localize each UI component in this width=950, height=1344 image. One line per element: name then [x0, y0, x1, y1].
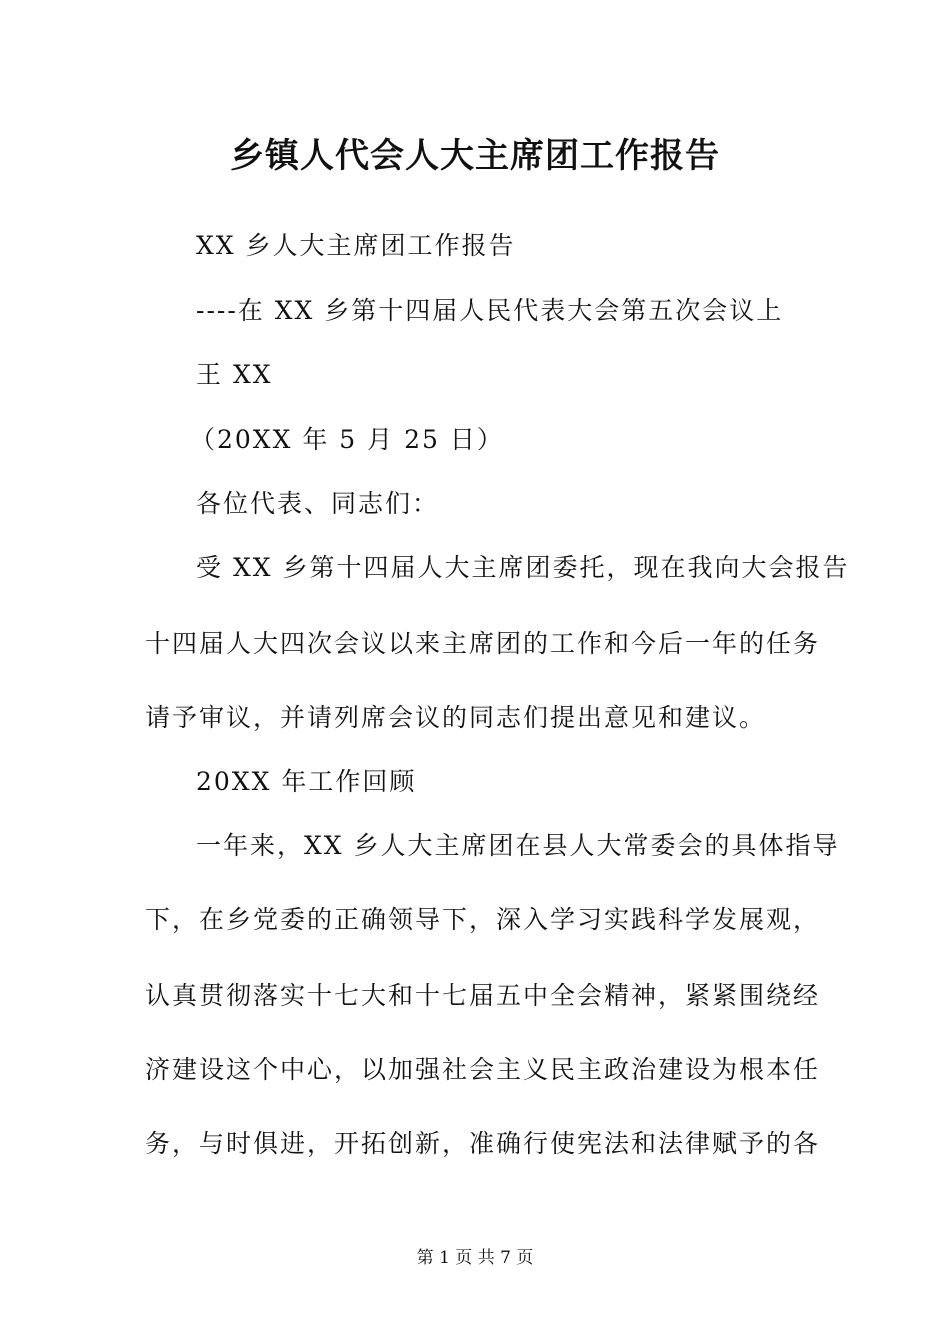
meeting-subtitle: ----在 XX 乡第十四届人民代表大会第五次会议上	[196, 296, 784, 325]
report-date: （20XX 年 5 月 25 日）	[190, 425, 504, 454]
report-heading: XX 乡人大主席团工作报告	[196, 231, 516, 260]
paragraph-line: 认真贯彻落实十七大和十七届五中全会精神，紧紧围绕经	[145, 981, 821, 1010]
paragraph-line: 下，在乡党委的正确领导下，深入学习实践科学发展观，	[145, 905, 821, 934]
paragraph-line: 济建设这个中心，以加强社会主义民主政治建设为根本任	[145, 1055, 821, 1084]
salutation: 各位代表、同志们：	[196, 489, 440, 518]
author-name: 王 XX	[196, 360, 273, 389]
paragraph-line: 务，与时俱进，开拓创新，准确行使宪法和法律赋予的各	[145, 1129, 821, 1158]
paragraph-line: 十四届人大四次会议以来主席团的工作和今后一年的任务	[145, 629, 821, 658]
paragraph-line: 请予审议，并请列席会议的同志们提出意见和建议。	[145, 703, 767, 732]
paragraph-line: 一年来，XX 乡人大主席团在县人大常委会的具体指导	[196, 831, 840, 860]
page-number-footer: 第 1 页 共 7 页	[416, 1248, 534, 1268]
paragraph-line: 受 XX 乡第十四届人大主席团委托，现在我向大会报告	[196, 553, 850, 582]
document-title: 乡镇人代会人大主席团工作报告	[230, 136, 720, 176]
section-heading: 20XX 年工作回顾	[196, 767, 417, 796]
